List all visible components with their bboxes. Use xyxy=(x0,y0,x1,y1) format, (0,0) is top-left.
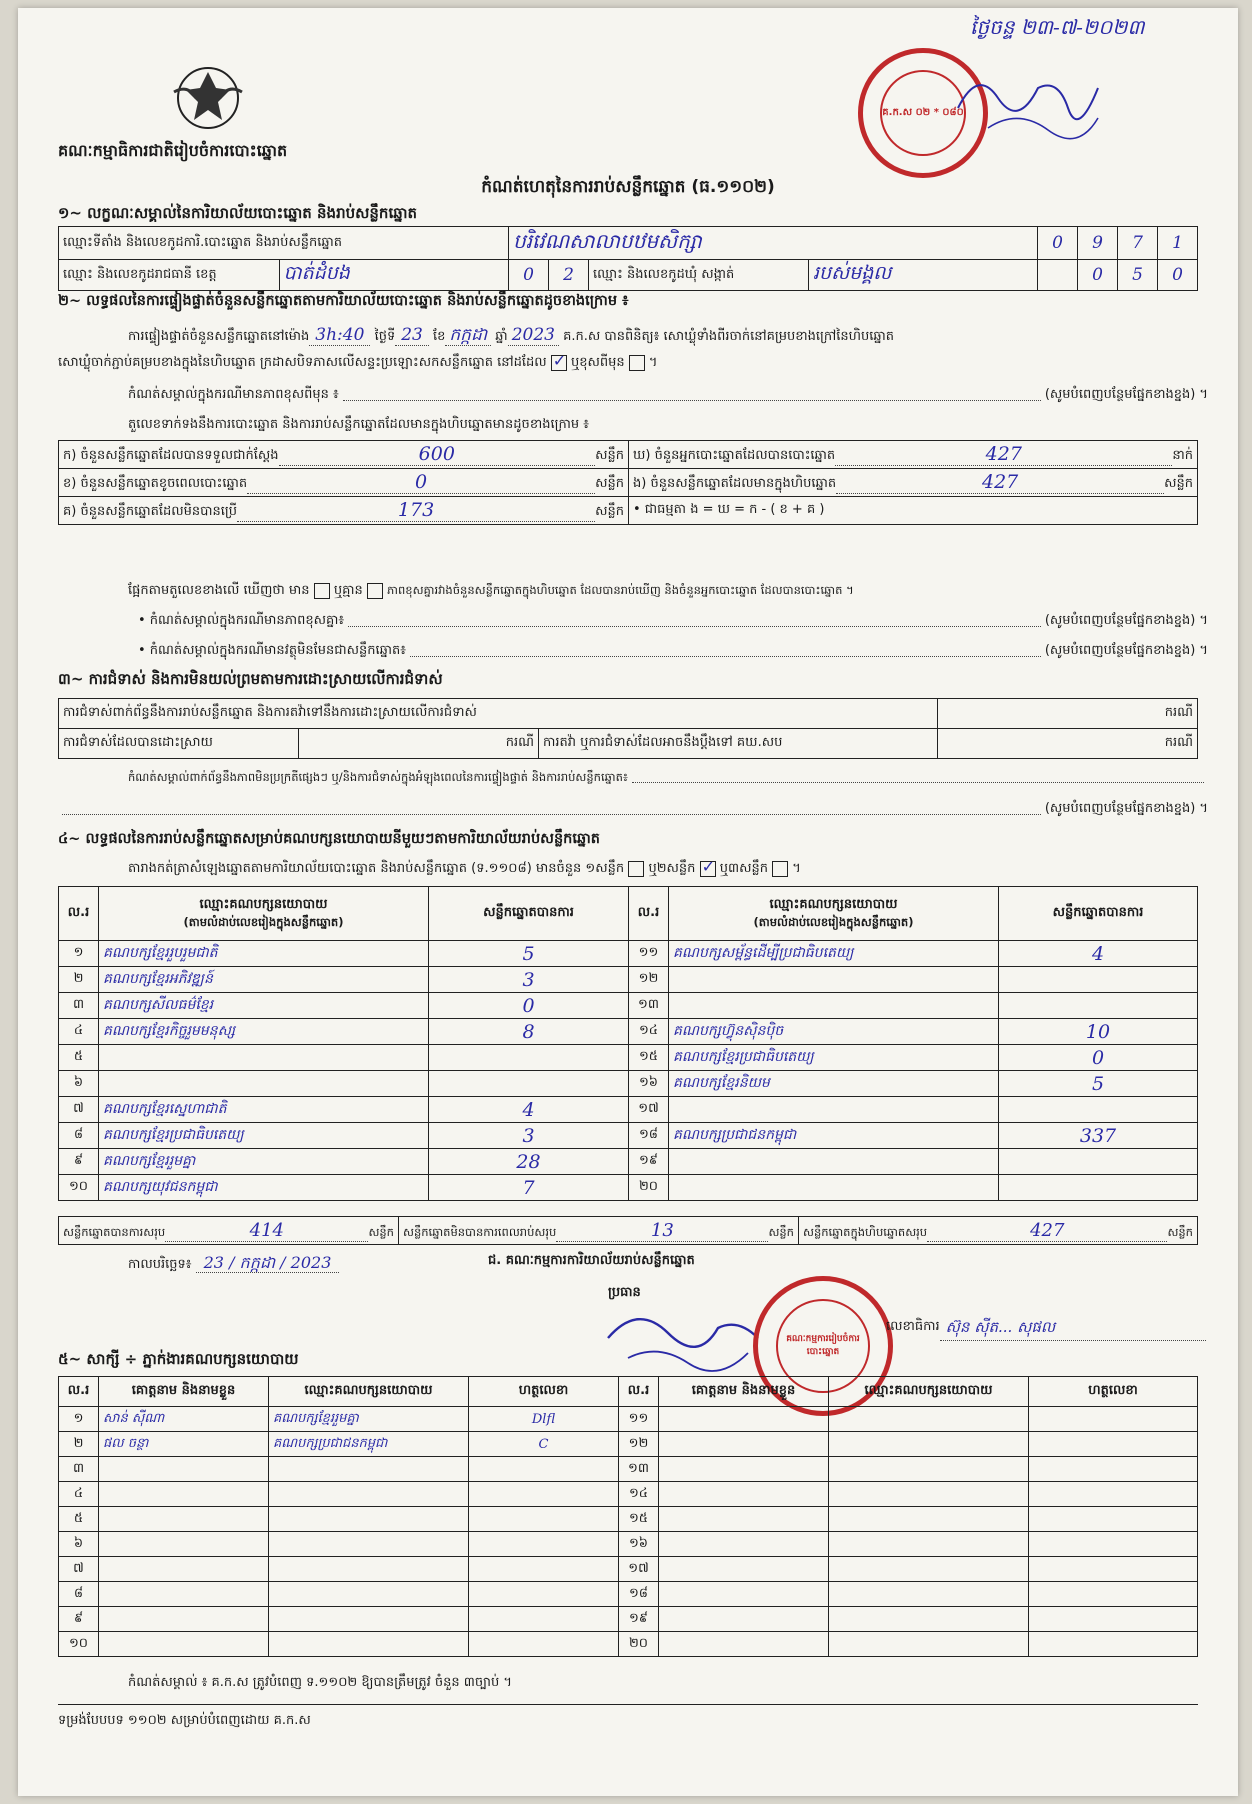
witness-col-party-right: ឈ្មោះគណបក្សនយោបាយ xyxy=(829,1377,1029,1407)
voters-value: 427 xyxy=(835,443,1172,466)
result-votes: 4 xyxy=(429,1097,629,1123)
result-votes xyxy=(999,1097,1198,1123)
witness-row xyxy=(59,1482,1198,1507)
discrepancy-note-row: • កំណត់សម្គាល់ក្នុងករណីមានភាពខុសគ្នា៖ (សូមបំពេញបន្ថែមផ្នែកខាងខ្នង) ។ xyxy=(138,613,1208,628)
results-col-votes-right: សន្លឹកឆ្នោតបានការ xyxy=(999,887,1198,941)
witness-party xyxy=(269,1507,469,1532)
result-row xyxy=(59,1019,1198,1045)
witness-name xyxy=(659,1557,829,1582)
handwritten-date: ថ្ងៃចន្ទ ២៣-៧-២០២៣ xyxy=(970,15,1145,39)
witness-name xyxy=(99,1607,269,1632)
section1-title: ១~ លក្ខណៈសម្គាល់នៃការិយាល័យបោះឆ្នោត និងរាប់សន្លឹកឆ្នោត xyxy=(58,204,418,222)
witness-party xyxy=(269,1457,469,1482)
resolved-unit: ករណី xyxy=(299,729,539,759)
verify-month: កក្កដា xyxy=(445,325,491,346)
province-code-2: 2 xyxy=(549,260,589,291)
witness-no: ១៣ xyxy=(619,1457,659,1482)
witness-signature xyxy=(1029,1632,1198,1657)
stamp-top: គ.ក.ស ០២ * ០៨០ xyxy=(858,48,988,178)
irregularity-note-row: កំណត់សម្គាល់ពាក់ព័ន្ធនឹងភាពមិនប្រក្រតីផ្សេងៗ ឬ/និងការជំទាស់ក្នុងអំឡុងពេលនៃការផ្ទៀងផ្ទាត់ និងការរាប់សន្លឹកឆ្នោត៖ xyxy=(128,770,1208,787)
result-party xyxy=(669,1097,999,1123)
witness-no: ៨ xyxy=(59,1582,99,1607)
witness-col-sign-right: ហត្ថលេខា xyxy=(1029,1377,1198,1407)
witness-no: ១២ xyxy=(619,1432,659,1457)
witness-party xyxy=(269,1607,469,1632)
result-party xyxy=(669,993,999,1019)
org-name: គណៈកម្មាធិការជាតិរៀបចំការបោះឆ្នោត xyxy=(58,141,288,160)
commune-code-3: 0 xyxy=(1158,260,1198,291)
commune-code-blank xyxy=(1038,260,1078,291)
result-no: ១០ xyxy=(59,1175,99,1201)
form-title: កំណត់ហេតុនៃការរាប់សន្លឹកឆ្នោត (ធ.១១០២) xyxy=(481,177,775,197)
witness-row xyxy=(59,1532,1198,1557)
result-no: ២ xyxy=(59,967,99,993)
total-box-cell: សន្លឹកឆ្នោតក្នុងហិបឆ្នោតសរុប 427 សន្លឹក xyxy=(799,1217,1198,1245)
date-row: កាលបរិច្ឆេទ៖ 23 / កក្កដា / 2023 xyxy=(128,1252,339,1276)
witness-no: ៧ xyxy=(59,1557,99,1582)
result-row xyxy=(59,1071,1198,1097)
witness-signature xyxy=(469,1532,619,1557)
appeal-label: ការតវ៉ា ឬការជំទាស់ដែលអាចនឹងប្តឹងទៅ គឃ.សប xyxy=(539,729,938,759)
result-row xyxy=(59,1123,1198,1149)
witness-row xyxy=(59,1582,1198,1607)
result-row xyxy=(59,941,1198,967)
section2-title: ២~ លទ្ធផលនៃការផ្ទៀងផ្ទាត់ចំនួនសន្លឹកឆ្នោតតាមការិយាល័យបោះឆ្នោត និងរាប់សន្លឹកឆ្នោតដូចខាងក្រោម ៖ xyxy=(58,293,629,309)
province-value: បាត់ដំបង xyxy=(283,262,350,284)
result-party: គណបក្សសីលធម៌ខ្មែរ xyxy=(99,993,429,1019)
results-col-party-left: ឈ្មោះគណបក្សនយោបាយ (តាមលំដាប់លេខរៀងក្នុងសន្លឹកឆ្នោត) xyxy=(99,887,429,941)
witness-signature xyxy=(1029,1482,1198,1507)
result-no: ៧ xyxy=(59,1097,99,1123)
result-row xyxy=(59,1097,1198,1123)
result-party: គណបក្សហ៊្វុនស៊ិនប៉ិច xyxy=(669,1019,999,1045)
objections-unit: ករណី xyxy=(938,699,1198,729)
result-no: ១៧ xyxy=(629,1097,669,1123)
result-row xyxy=(59,967,1198,993)
result-party: គណបក្សខ្មែរប្រជាធិបតេយ្យ xyxy=(669,1045,999,1071)
result-votes: 8 xyxy=(429,1019,629,1045)
witness-no: ៥ xyxy=(59,1507,99,1532)
result-no: ២០ xyxy=(629,1175,669,1201)
secretary-row: លេខាធិការ ស៊ុន ស៊ីត... សុផល xyxy=(886,1318,1206,1341)
two-sheet-checkbox[interactable] xyxy=(700,861,716,877)
objections-table xyxy=(58,698,1198,759)
witness-col-name-right: គោត្តនាម និងនាមខ្លួន xyxy=(659,1377,829,1407)
witness-signature xyxy=(469,1482,619,1507)
count-row-e: ង) ចំនួនសន្លឹកឆ្នោតដែលមានក្នុងហិបឆ្នោត 427 សន្លឹក xyxy=(629,469,1198,497)
result-votes xyxy=(999,993,1198,1019)
witness-name xyxy=(99,1632,269,1657)
result-row xyxy=(59,1175,1198,1201)
has-discrepancy-checkbox[interactable] xyxy=(314,583,330,599)
witness-signature xyxy=(469,1607,619,1632)
section1-table xyxy=(58,226,1198,291)
witness-col-name-left: គោត្តនាម និងនាមខ្លួន xyxy=(99,1377,269,1407)
witness-party: គណបក្សខ្មែររួមគ្នា xyxy=(269,1407,469,1432)
result-party: គណបក្សខ្មែរស្នេហាជាតិ xyxy=(99,1097,429,1123)
witness-party xyxy=(829,1582,1029,1607)
objections-label: ការជំទាស់ពាក់ព័ន្ធនឹងការរាប់សន្លឹកឆ្នោត និងការតវ៉ាទៅនឹងការដោះស្រាយលើការជំទាស់ xyxy=(59,699,938,729)
witness-row xyxy=(59,1457,1198,1482)
results-col-party-right: ឈ្មោះគណបក្សនយោបាយ (តាមលំដាប់លេខរៀងក្នុងសន្លឹកឆ្នោត) xyxy=(669,887,999,941)
total-valid-cell: សន្លឹកឆ្នោតបានការសរុប 414 សន្លឹក xyxy=(59,1217,399,1245)
witness-party xyxy=(269,1557,469,1582)
commune-code-2: 5 xyxy=(1118,260,1158,291)
witness-no: ១១ xyxy=(619,1407,659,1432)
result-no: ៣ xyxy=(59,993,99,1019)
chair-label: ប្រធាន xyxy=(608,1285,641,1300)
witness-name xyxy=(659,1507,829,1532)
result-no: ៩ xyxy=(59,1149,99,1175)
result-no: ៥ xyxy=(59,1045,99,1071)
witness-name xyxy=(659,1407,829,1432)
witness-signature xyxy=(1029,1607,1198,1632)
result-votes xyxy=(429,1071,629,1097)
witness-signature xyxy=(1029,1507,1198,1532)
tally-sheet-paragraph: តារាងកត់ត្រាសំឡេងឆ្នោតតាមការិយាល័យបោះឆ្នោត និងរាប់សន្លឹកឆ្នោត (ទ.១១០៨) មានចំនួន ១សន្លឹក ឬ២សន្លឹក ✓ ឬ៣សន្លឹក ។ xyxy=(128,860,1208,879)
date-value: 23 / កក្កដា / 2023 xyxy=(196,1253,340,1273)
result-no: ១ xyxy=(59,941,99,967)
total-invalid-cell: សន្លឹកឆ្នោតមិនបានការពេលរាប់សរុប 13 សន្លឹក xyxy=(399,1217,799,1245)
no-discrepancy-checkbox[interactable] xyxy=(367,583,383,599)
witness-name xyxy=(99,1457,269,1482)
result-no: ៤ xyxy=(59,1019,99,1045)
witness-signature xyxy=(469,1457,619,1482)
location-code-3: 7 xyxy=(1118,227,1158,260)
results-col-no-left: ល.រ xyxy=(59,887,99,941)
witness-party xyxy=(829,1557,1029,1582)
witness-signature xyxy=(1029,1457,1198,1482)
witness-signature xyxy=(469,1507,619,1532)
witness-row xyxy=(59,1407,1198,1432)
witness-signature xyxy=(469,1632,619,1657)
witness-no: ១០ xyxy=(59,1632,99,1657)
three-sheet-checkbox[interactable] xyxy=(772,861,788,877)
verify-time: 3h:40 xyxy=(309,325,370,346)
section4-title: ៤~ លទ្ធផលនៃការរាប់សន្លឹកឆ្នោតសម្រាប់គណបក្សនយោបាយនីមួយៗតាមការិយាល័យរាប់សន្លឹកឆ្នោត xyxy=(58,831,600,847)
result-votes xyxy=(999,1149,1198,1175)
appeal-unit: ករណី xyxy=(938,729,1198,759)
result-votes xyxy=(429,1045,629,1071)
result-votes: 28 xyxy=(429,1149,629,1175)
result-votes xyxy=(999,967,1198,993)
witness-name: សាន់ ស៊ីណា xyxy=(99,1407,269,1432)
witness-no: ១ xyxy=(59,1407,99,1432)
total-box-value: 427 xyxy=(927,1220,1167,1242)
discrepancy-paragraph: ផ្អែកតាមតួលេខខាងលើ ឃើញថា មាន ឬគ្មាន ភាពខុសគ្នារវាងចំនួនសន្លឹកឆ្នោតក្នុងហិបឆ្នោត ដែលបានរាប់ឃើញ និងចំនួនអ្នកបោះឆ្នោត ដែលបានបោះឆ្នោត ។ xyxy=(128,583,854,598)
witness-name xyxy=(659,1457,829,1482)
resolved-label: ការជំទាស់ដែលបានដោះស្រាយ xyxy=(59,729,299,759)
witness-col-party-left: ឈ្មោះគណបក្សនយោបាយ xyxy=(269,1377,469,1407)
province-code-1: 0 xyxy=(509,260,549,291)
count-row-c: គ) ចំនួនសន្លឹកឆ្នោតដែលមិនបានប្រើ 173 សន្លឹក xyxy=(59,497,629,525)
totals-table xyxy=(58,1216,1198,1245)
witness-signature xyxy=(469,1582,619,1607)
witness-signature xyxy=(1029,1432,1198,1457)
result-no: ៦ xyxy=(59,1071,99,1097)
stamp-committee: គណៈកម្មការរៀបចំការបោះឆ្នោត xyxy=(753,1276,893,1416)
result-party: គណបក្សខ្មែររួមគ្នា xyxy=(99,1149,429,1175)
location-label: ឈ្មោះទីតាំង និងលេខកូដការិ.បោះឆ្នោត និងរាប់សន្លឹកឆ្នោត xyxy=(59,227,509,260)
emblem-logo xyxy=(168,58,248,138)
formula-cell: • ជាធម្មតា ង = ឃ = ក - ( ខ + គ ) xyxy=(629,497,1198,525)
witness-no: ២ xyxy=(59,1432,99,1457)
unchanged-checkbox[interactable] xyxy=(551,355,567,371)
unused-ballots-value: 173 xyxy=(237,499,595,522)
verify-paragraph-1: ការផ្ទៀងផ្ទាត់ចំនួនសន្លឹកឆ្នោតនៅម៉ោង 3h:40 ថ្ងៃទី 23 ខែ កក្កដា ឆ្នាំ 2023 គ.ក.ស បានពិនិត្យ៖ សោឃ្លុំទាំងពីរចាក់នៅគម្របខាងក្រៅនៃហិបឆ្នោត xyxy=(128,325,895,345)
result-party xyxy=(99,1045,429,1071)
result-votes: 7 xyxy=(429,1175,629,1201)
witness-name xyxy=(99,1507,269,1532)
result-party xyxy=(669,967,999,993)
location-code-4: 1 xyxy=(1158,227,1198,260)
witness-no: ៦ xyxy=(59,1532,99,1557)
total-invalid-value: 13 xyxy=(556,1220,768,1242)
one-sheet-checkbox[interactable] xyxy=(628,861,644,877)
witness-col-sign-left: ហត្ថលេខា xyxy=(469,1377,619,1407)
witness-name xyxy=(659,1607,829,1632)
result-party: គណបក្សខ្មែរកិច្ចរួមមនុស្ស xyxy=(99,1019,429,1045)
witness-party xyxy=(829,1632,1029,1657)
witness-party xyxy=(829,1407,1029,1432)
witness-signature: C xyxy=(469,1432,619,1457)
witness-party xyxy=(269,1582,469,1607)
result-votes: 4 xyxy=(999,941,1198,967)
result-party: គណបក្សសម្ព័ន្ធដើម្បីប្រជាធិបតេយ្យ xyxy=(669,941,999,967)
irregularity-note-row-2: (សូមបំពេញបន្ថែមផ្នែកខាងខ្នង) ។ xyxy=(58,800,1208,819)
difference-note-row: កំណត់សម្គាល់ក្នុងករណីមានភាពខុសពីមុន ៖ (សូមបំពេញបន្ថែមផ្នែកខាងខ្នង) ។ xyxy=(128,387,1208,402)
spoiled-ballots-value: 0 xyxy=(247,471,595,494)
signature-top xyxy=(948,58,1108,148)
document-page xyxy=(18,8,1238,1796)
location-code-1: 0 xyxy=(1038,227,1078,260)
result-party: គណបក្សខ្មែរប្រជាធិបតេយ្យ xyxy=(99,1123,429,1149)
result-votes: 3 xyxy=(429,1123,629,1149)
section5-title: ៥~ សាក្សី ÷ ភ្នាក់ងារគណបក្សនយោបាយ xyxy=(58,1350,299,1368)
footer-note: កំណត់សម្គាល់ ៖ គ.ក.ស ត្រូវបំពេញ ទ.១១០២ ឱ្យបានត្រឹមត្រូវ ចំនួន ៣ច្បាប់ ។ xyxy=(128,1675,512,1690)
result-no: ១៣ xyxy=(629,993,669,1019)
witness-row xyxy=(59,1557,1198,1582)
result-party: គណបក្សខ្មែររួបរួមជាតិ xyxy=(99,941,429,967)
foreign-object-note-row: • កំណត់សម្គាល់ក្នុងករណីមានវត្ថុមិនមែនជាសន្លឹកឆ្នោត៖ (សូមបំពេញបន្ថែមផ្នែកខាងខ្នង) ។ xyxy=(138,643,1208,658)
result-no: ១៥ xyxy=(629,1045,669,1071)
witness-party xyxy=(269,1532,469,1557)
witness-row xyxy=(59,1432,1198,1457)
witness-name xyxy=(99,1557,269,1582)
result-votes: 0 xyxy=(429,993,629,1019)
witness-name xyxy=(99,1582,269,1607)
witness-col-no-left: ល.រ xyxy=(59,1377,99,1407)
result-votes: 10 xyxy=(999,1019,1198,1045)
count-row-a: ក) ចំនួនសន្លឹកឆ្នោតដែលបានទទួលជាក់ស្តែង 600 សន្លឹក xyxy=(59,441,629,469)
witness-party xyxy=(829,1532,1029,1557)
witness-no: ៤ xyxy=(59,1482,99,1507)
witness-row xyxy=(59,1507,1198,1532)
commune-code-1: 0 xyxy=(1078,260,1118,291)
witness-party xyxy=(829,1457,1029,1482)
verify-day: 23 xyxy=(395,325,429,346)
location-value: បរិវេណសាលាបឋមសិក្សា xyxy=(509,227,1038,260)
witness-name xyxy=(659,1632,829,1657)
results-table xyxy=(58,886,1198,1201)
results-col-votes-left: សន្លឹកឆ្នោតបានការ xyxy=(429,887,629,941)
result-party xyxy=(669,1149,999,1175)
count-row-d: ឃ) ចំនួនអ្នកបោះឆ្នោតដែលបានបោះឆ្នោត 427 នាក់ xyxy=(629,441,1198,469)
result-row xyxy=(59,1149,1198,1175)
witness-signature xyxy=(1029,1407,1198,1432)
witness-party: គណបក្សប្រជាជនកម្ពុជា xyxy=(269,1432,469,1457)
committee-label: ជ. គណៈកម្មការការិយាល័យរាប់សន្លឹកឆ្នោត xyxy=(488,1253,695,1268)
ballots-in-box-value: 427 xyxy=(836,471,1164,494)
result-votes: 337 xyxy=(999,1123,1198,1149)
witness-no: ១៧ xyxy=(619,1557,659,1582)
result-party xyxy=(669,1175,999,1201)
province-label: ឈ្មោះ និងលេខកូដរាជធានី ខេត្ត xyxy=(59,260,279,290)
result-party: គណបក្សប្រជាជនកម្ពុជា xyxy=(669,1123,999,1149)
chair-signature xyxy=(598,1298,778,1378)
witness-row xyxy=(59,1632,1198,1657)
result-party xyxy=(99,1071,429,1097)
total-valid-value: 414 xyxy=(165,1220,368,1242)
witness-name xyxy=(659,1482,829,1507)
witness-party xyxy=(829,1482,1029,1507)
result-party: គណបក្សខ្មែរនិយម xyxy=(669,1071,999,1097)
witness-no: ១៩ xyxy=(619,1607,659,1632)
witness-party xyxy=(829,1432,1029,1457)
witness-no: ១៦ xyxy=(619,1532,659,1557)
commune-label: ឈ្មោះ និងលេខកូដឃុំ សង្កាត់ xyxy=(589,260,809,291)
witness-table xyxy=(58,1376,1198,1657)
witness-name: ផល ចន្ថា xyxy=(99,1432,269,1457)
witness-name xyxy=(659,1582,829,1607)
witness-name xyxy=(99,1482,269,1507)
witness-name xyxy=(659,1532,829,1557)
location-code-2: 9 xyxy=(1078,227,1118,260)
footer-divider xyxy=(58,1704,1198,1705)
result-votes: 3 xyxy=(429,967,629,993)
result-votes: 0 xyxy=(999,1045,1198,1071)
counts-table xyxy=(58,440,1198,525)
witness-signature xyxy=(1029,1557,1198,1582)
result-votes: 5 xyxy=(429,941,629,967)
changed-checkbox[interactable] xyxy=(629,355,645,371)
witness-no: ១៥ xyxy=(619,1507,659,1532)
form-reference: ទម្រង់បែបបទ ១១០២ សម្រាប់បំពេញដោយ គ.ក.ស xyxy=(58,1713,311,1728)
result-no: ១៦ xyxy=(629,1071,669,1097)
result-no: ១៨ xyxy=(629,1123,669,1149)
witness-col-no-right: ល.រ xyxy=(619,1377,659,1407)
witness-no: ២០ xyxy=(619,1632,659,1657)
result-no: ៨ xyxy=(59,1123,99,1149)
commune-value: របស់មង្គល xyxy=(809,260,1038,291)
province-cell xyxy=(59,260,509,291)
witness-name xyxy=(659,1432,829,1457)
result-party: គណបក្សខ្មែរអភិវឌ្ឍន៍ xyxy=(99,967,429,993)
received-ballots-value: 600 xyxy=(279,443,596,466)
secretary-name: ស៊ុន ស៊ីត... សុផល xyxy=(940,1318,1206,1341)
witness-signature: Dlfl xyxy=(469,1407,619,1432)
verify-year: 2023 xyxy=(508,325,559,346)
result-votes: 5 xyxy=(999,1071,1198,1097)
witness-no: ៣ xyxy=(59,1457,99,1482)
witness-signature xyxy=(469,1557,619,1582)
result-row xyxy=(59,1045,1198,1071)
result-row xyxy=(59,993,1198,1019)
result-no: ១៩ xyxy=(629,1149,669,1175)
witness-party xyxy=(829,1507,1029,1532)
counts-intro: តួលេខទាក់ទងនឹងការបោះឆ្នោត និងការរាប់សន្លឹកឆ្នោតដែលមានក្នុងហិបឆ្នោតមានដូចខាងក្រោម ៖ xyxy=(128,417,589,432)
witness-no: ១៤ xyxy=(619,1482,659,1507)
result-party: គណបក្សយុវជនកម្ពុជា xyxy=(99,1175,429,1201)
witness-name xyxy=(99,1532,269,1557)
witness-signature xyxy=(1029,1582,1198,1607)
witness-no: ៩ xyxy=(59,1607,99,1632)
result-votes xyxy=(999,1175,1198,1201)
count-row-b: ខ) ចំនួនសន្លឹកឆ្នោតខូចពេលបោះឆ្នោត 0 សន្លឹក xyxy=(59,469,629,497)
result-no: ១១ xyxy=(629,941,669,967)
result-no: ១៤ xyxy=(629,1019,669,1045)
witness-party xyxy=(829,1607,1029,1632)
witness-signature xyxy=(1029,1532,1198,1557)
witness-party xyxy=(269,1632,469,1657)
result-no: ១២ xyxy=(629,967,669,993)
results-col-no-right: ល.រ xyxy=(629,887,669,941)
verify-paragraph-2: សោឃ្លុំចាក់ភ្ជាប់គម្របខាងក្នុងនៃហិបឆ្នោត ក្រដាសបិទភាសលើសន្ទះប្រឡោះសកសន្លឹកឆ្នោត នៅដដែល ✓ ឬខុសពីមុន ។ xyxy=(58,354,1208,373)
witness-party xyxy=(269,1482,469,1507)
section3-title: ៣~ ការជំទាស់ និងការមិនយល់ព្រមតាមការដោះស្រាយលើការជំទាស់ xyxy=(58,670,443,688)
witness-row xyxy=(59,1607,1198,1632)
witness-no: ១៨ xyxy=(619,1582,659,1607)
